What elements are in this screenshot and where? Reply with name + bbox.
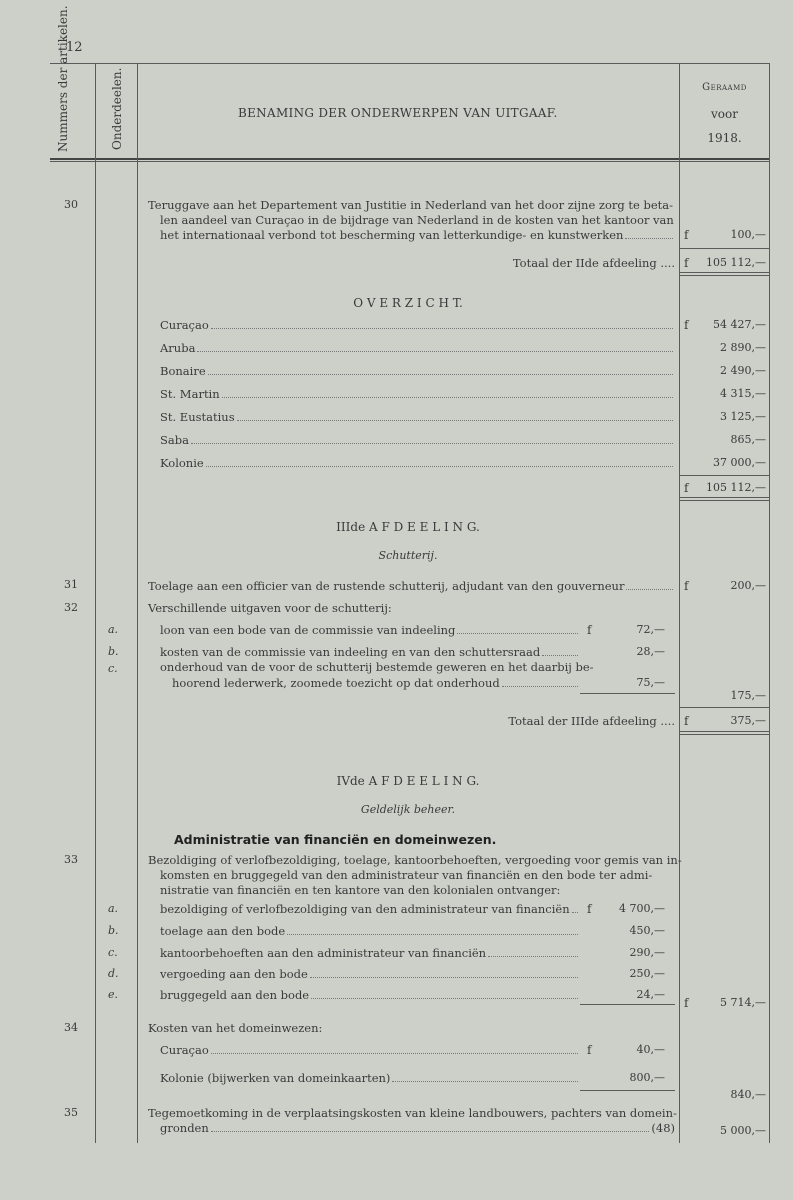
overzicht-row (160, 456, 675, 470)
item-text: bruggegeld aan den bode (160, 988, 310, 1002)
overzicht-amount: 37 000,— (713, 456, 766, 469)
article-ref: (48) (651, 1121, 675, 1135)
rule (679, 500, 769, 501)
overzicht-row (160, 387, 675, 401)
article-number: 32 (64, 601, 78, 614)
article-text: gronden (160, 1121, 209, 1135)
item-text: kosten van de commissie van indeeling en van den schuttersraad (160, 645, 541, 659)
article-text: Kosten van het domeinwezen: (148, 1021, 323, 1035)
item-line (172, 676, 580, 690)
article-text: Verschillende uitgaven voor de schutterij: (148, 601, 392, 615)
overzicht-name: St. Martin (160, 387, 220, 401)
total-label: Totaal der IIde afdeeling .... (512, 256, 675, 270)
item-amount: 24,— (636, 988, 665, 1001)
florin-sign: f (684, 996, 689, 1010)
overzicht-name: Aruba (160, 341, 196, 355)
overzicht-amount: 865,— (730, 433, 766, 446)
item-amount: 72,— (636, 623, 665, 636)
rule (679, 731, 769, 732)
item-letter: a. (108, 902, 119, 915)
item-amount: 250,— (629, 967, 665, 980)
florin-sign: f (587, 623, 592, 637)
rule (679, 734, 769, 735)
rule (679, 248, 769, 249)
afdeeling-subtitle: Schutterij. (378, 549, 438, 562)
article-line (160, 228, 675, 242)
total-label-text: Totaal der IIIde afdeeling (508, 714, 657, 728)
overzicht-name: St. Eustatius (160, 410, 235, 424)
item-amount: 800,— (629, 1071, 665, 1084)
overzicht-amount: 3 125,— (720, 410, 766, 423)
item-letter: e. (108, 988, 119, 1001)
item-line (160, 623, 580, 637)
total-label: Totaal der IIIde afdeeling .... (508, 714, 675, 728)
florin-sign: f (684, 481, 689, 495)
header-rule-2 (50, 161, 769, 162)
article-number: 30 (64, 198, 78, 211)
item-letter: b. (108, 924, 119, 937)
item-line (160, 924, 580, 938)
article-text: Tegemoetkoming in de verplaatsingskosten van kleine landbouwers, pachters van domein- (148, 1106, 677, 1120)
florin-sign: f (684, 318, 689, 332)
section-heading: Administratie van financiën en domeinwezen. (174, 832, 497, 847)
item-text: kantoorbehoeften aan den administrateur van financiën (160, 946, 487, 960)
item-text: bezoldiging of verlofbezoldiging van den administrateur van financiën (160, 902, 570, 916)
item-letter: c. (108, 662, 118, 675)
item-text: vergoeding aan den bode (160, 967, 308, 981)
total-label-text: Totaal der IIde afdeeling (512, 256, 657, 270)
florin-sign: f (684, 256, 689, 270)
item-amount: 75,— (636, 676, 665, 689)
amount: 175,— (730, 689, 766, 702)
overzicht-name: Curaçao (160, 318, 209, 332)
overzicht-name: Bonaire (160, 364, 206, 378)
rule (580, 1004, 675, 1005)
amount: 200,— (730, 579, 766, 592)
item-text: onderhoud van de voor de schutterij bestemde geweren en het daarbij be- (160, 660, 594, 674)
overzicht-amount: 2 490,— (720, 364, 766, 377)
header-rule (50, 158, 769, 160)
item-text: hoorend lederwerk, zoomede toezicht op dat onderhoud (172, 676, 500, 690)
top-rule (50, 63, 769, 64)
article-text: len aandeel van Curaçao in de bijdrage van Nederland in de kosten van het kantoor van (160, 213, 674, 227)
article-text: komsten en bruggegeld van den administrateur van financiën en den bode ter admi- (160, 868, 653, 882)
item-text: toelage aan den bode (160, 924, 286, 938)
article-text: het internationaal verbond tot bescherming van letterkundige- en kunstwerken (160, 228, 624, 242)
item-line (160, 946, 580, 960)
amount: 5 000,— (720, 1124, 766, 1137)
header-col-onderdeelen: Onderdeelen. (110, 67, 124, 150)
item-letter: d. (108, 967, 119, 980)
florin-sign: f (587, 1043, 592, 1057)
article-number: 31 (64, 578, 78, 591)
item-text: Curaçao (160, 1043, 209, 1057)
rule (679, 272, 769, 273)
item-line (160, 1043, 580, 1057)
header-col-benaming: BENAMING DER ONDERWERPEN VAN UITGAAF. (238, 106, 558, 120)
rule (580, 693, 675, 694)
overzicht-amount: 2 890,— (720, 341, 766, 354)
item-amount: 40,— (636, 1043, 665, 1056)
article-text: nistratie van financiën en ten kantore van den kolonialen ontvanger: (160, 883, 561, 897)
total-amount: 105 112,— (706, 256, 766, 269)
florin-sign: f (684, 228, 689, 242)
item-line (160, 1071, 580, 1085)
item-letter: b. (108, 645, 119, 658)
article-number: 34 (64, 1021, 78, 1034)
overzicht-amount: 54 427,— (713, 318, 766, 331)
col-divider-1 (95, 63, 96, 1143)
article-number: 35 (64, 1106, 78, 1119)
amount: 840,— (730, 1088, 766, 1101)
item-text: Kolonie (bijwerken van domeinkaarten) (160, 1071, 391, 1085)
article-text: Bezoldiging of verlofbezoldiging, toelage, kantoorbehoeften, vergoeding voor gemis van in- (148, 853, 682, 867)
afdeeling-title: IVde A F D E E L I N G. (336, 774, 480, 788)
col-divider-4 (769, 63, 770, 1143)
article-number: 33 (64, 853, 78, 866)
florin-sign: f (587, 902, 592, 916)
overzicht-row (160, 341, 675, 355)
florin-sign: f (684, 579, 689, 593)
item-letter: a. (108, 623, 119, 636)
col-divider-2 (137, 63, 138, 1143)
item-line (160, 967, 580, 981)
article-line (148, 579, 675, 593)
overzicht-total: 105 112,— (706, 481, 766, 494)
amount: 5 714,— (720, 996, 766, 1009)
overzicht-row (160, 410, 675, 424)
header-voor: voor (711, 107, 738, 121)
rule (580, 1090, 675, 1091)
item-amount: 4 700,— (619, 902, 665, 915)
total-amount: 375,— (730, 714, 766, 727)
item-line (160, 645, 580, 659)
item-line (160, 988, 580, 1002)
item-text: loon van een bode van de commissie van indeeling (160, 623, 456, 637)
article-line (160, 1121, 675, 1135)
overzicht-amount: 4 315,— (720, 387, 766, 400)
florin-sign: f (684, 714, 689, 728)
header-col-nummers: Nummers der artikelen. (56, 5, 70, 152)
rule (679, 475, 769, 476)
item-letter: c. (108, 946, 118, 959)
article-text: Toelage aan een officier van de rustende schutterij, adjudant van den gouverneur (148, 579, 625, 593)
item-amount: 290,— (629, 946, 665, 959)
overzicht-row (160, 364, 675, 378)
rule (679, 275, 769, 276)
overzicht-row (160, 318, 675, 332)
header-geraamd: Geraamd (702, 82, 747, 93)
afdeeling-title: IIIde A F D E E L I N G. (336, 520, 480, 534)
item-amount: 450,— (629, 924, 665, 937)
item-amount: 28,— (636, 645, 665, 658)
afdeeling-subtitle: Geldelijk beheer. (360, 803, 456, 816)
item-line (160, 902, 580, 916)
overzicht-name: Saba (160, 433, 189, 447)
overzicht-row (160, 433, 675, 447)
header-year: 1918. (707, 131, 742, 145)
rule (679, 707, 769, 708)
rule (679, 497, 769, 498)
page-number: 12 (66, 40, 83, 55)
amount: 100,— (730, 228, 766, 241)
overzicht-title: O V E R Z I C H T. (353, 296, 463, 310)
col-divider-3 (679, 63, 680, 1143)
article-text: Teruggave aan het Departement van Justitie in Nederland van het door zijne zorg te beta- (148, 198, 674, 212)
overzicht-name: Kolonie (160, 456, 204, 470)
